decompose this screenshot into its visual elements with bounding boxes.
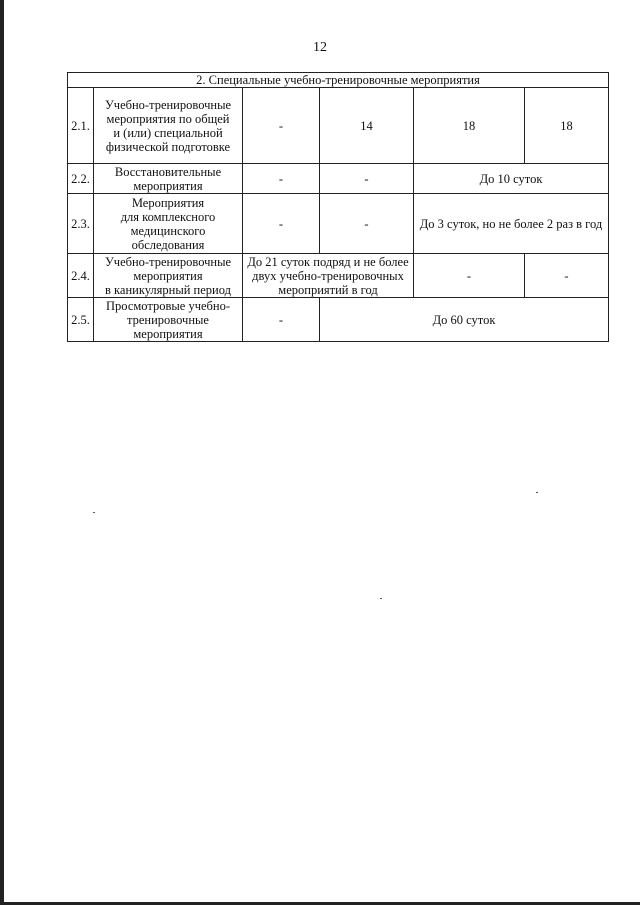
event-name-line: Учебно-тренировочные bbox=[104, 254, 232, 269]
merged-value-cell: До 3 суток, но не более 2 раз в год bbox=[414, 194, 609, 254]
event-name-line: Восстановительные bbox=[114, 164, 222, 179]
event-name-cell bbox=[94, 164, 243, 194]
event-name-line: в каникулярный период bbox=[104, 282, 231, 297]
event-name-line: Учебно-тренировочные bbox=[104, 97, 232, 112]
section-title: 2. Специальные учебно-тренировочные мероприятия bbox=[68, 73, 609, 88]
value-cell: - bbox=[320, 194, 414, 254]
event-name-line: мероприятия bbox=[133, 268, 203, 283]
value-cell: - bbox=[320, 164, 414, 194]
value-cell: - bbox=[243, 298, 320, 342]
scan-speck bbox=[536, 492, 538, 493]
page-number: 12 bbox=[313, 40, 327, 55]
event-name-cell bbox=[94, 194, 243, 254]
event-name-line: тренировочные bbox=[127, 312, 209, 327]
row-number: 2.3. bbox=[68, 194, 94, 254]
value-cell: - bbox=[243, 164, 320, 194]
merged-value-cell bbox=[243, 254, 414, 298]
table-row bbox=[68, 164, 609, 194]
merged-value-cell: До 60 суток bbox=[320, 298, 609, 342]
value-cell: 18 bbox=[525, 88, 609, 164]
event-name-line: и (или) специальной bbox=[113, 125, 223, 140]
value-cell: - bbox=[414, 254, 525, 298]
training-schedule-table bbox=[67, 72, 609, 342]
row-number: 2.1. bbox=[68, 88, 94, 164]
merged-value-line: двух учебно-тренировочных bbox=[252, 268, 404, 283]
table-row bbox=[68, 254, 609, 298]
event-name-line: Просмотровые учебно- bbox=[105, 298, 231, 313]
event-name-line: мероприятия bbox=[133, 326, 203, 341]
merged-value-cell: До 10 суток bbox=[414, 164, 609, 194]
event-name-line: мероприятия по общей bbox=[106, 111, 230, 126]
row-number: 2.4. bbox=[68, 254, 94, 298]
scan-left-edge bbox=[0, 0, 4, 905]
row-number: 2.5. bbox=[68, 298, 94, 342]
table-row bbox=[68, 88, 609, 164]
event-name-line: медицинского bbox=[130, 223, 206, 238]
table-row bbox=[68, 194, 609, 254]
merged-value-line: мероприятий в год bbox=[278, 282, 378, 297]
merged-value-line: До 21 суток подряд и не более bbox=[247, 254, 409, 269]
scan-speck bbox=[380, 598, 382, 599]
event-name-line: Мероприятия bbox=[131, 195, 205, 210]
event-name-line: мероприятия bbox=[133, 178, 203, 193]
value-cell: 14 bbox=[320, 88, 414, 164]
value-cell: - bbox=[243, 194, 320, 254]
event-name-line: для комплексного bbox=[120, 209, 216, 224]
value-cell: - bbox=[243, 88, 320, 164]
event-name-cell bbox=[94, 88, 243, 164]
event-name-cell bbox=[94, 298, 243, 342]
value-cell: - bbox=[525, 254, 609, 298]
event-name-line: физической подготовке bbox=[105, 139, 231, 154]
scan-speck bbox=[93, 512, 95, 513]
section-header-row bbox=[68, 73, 609, 88]
event-name-line: обследования bbox=[131, 237, 205, 252]
event-name-cell bbox=[94, 254, 243, 298]
row-number: 2.2. bbox=[68, 164, 94, 194]
value-cell: 18 bbox=[414, 88, 525, 164]
table-row bbox=[68, 298, 609, 342]
